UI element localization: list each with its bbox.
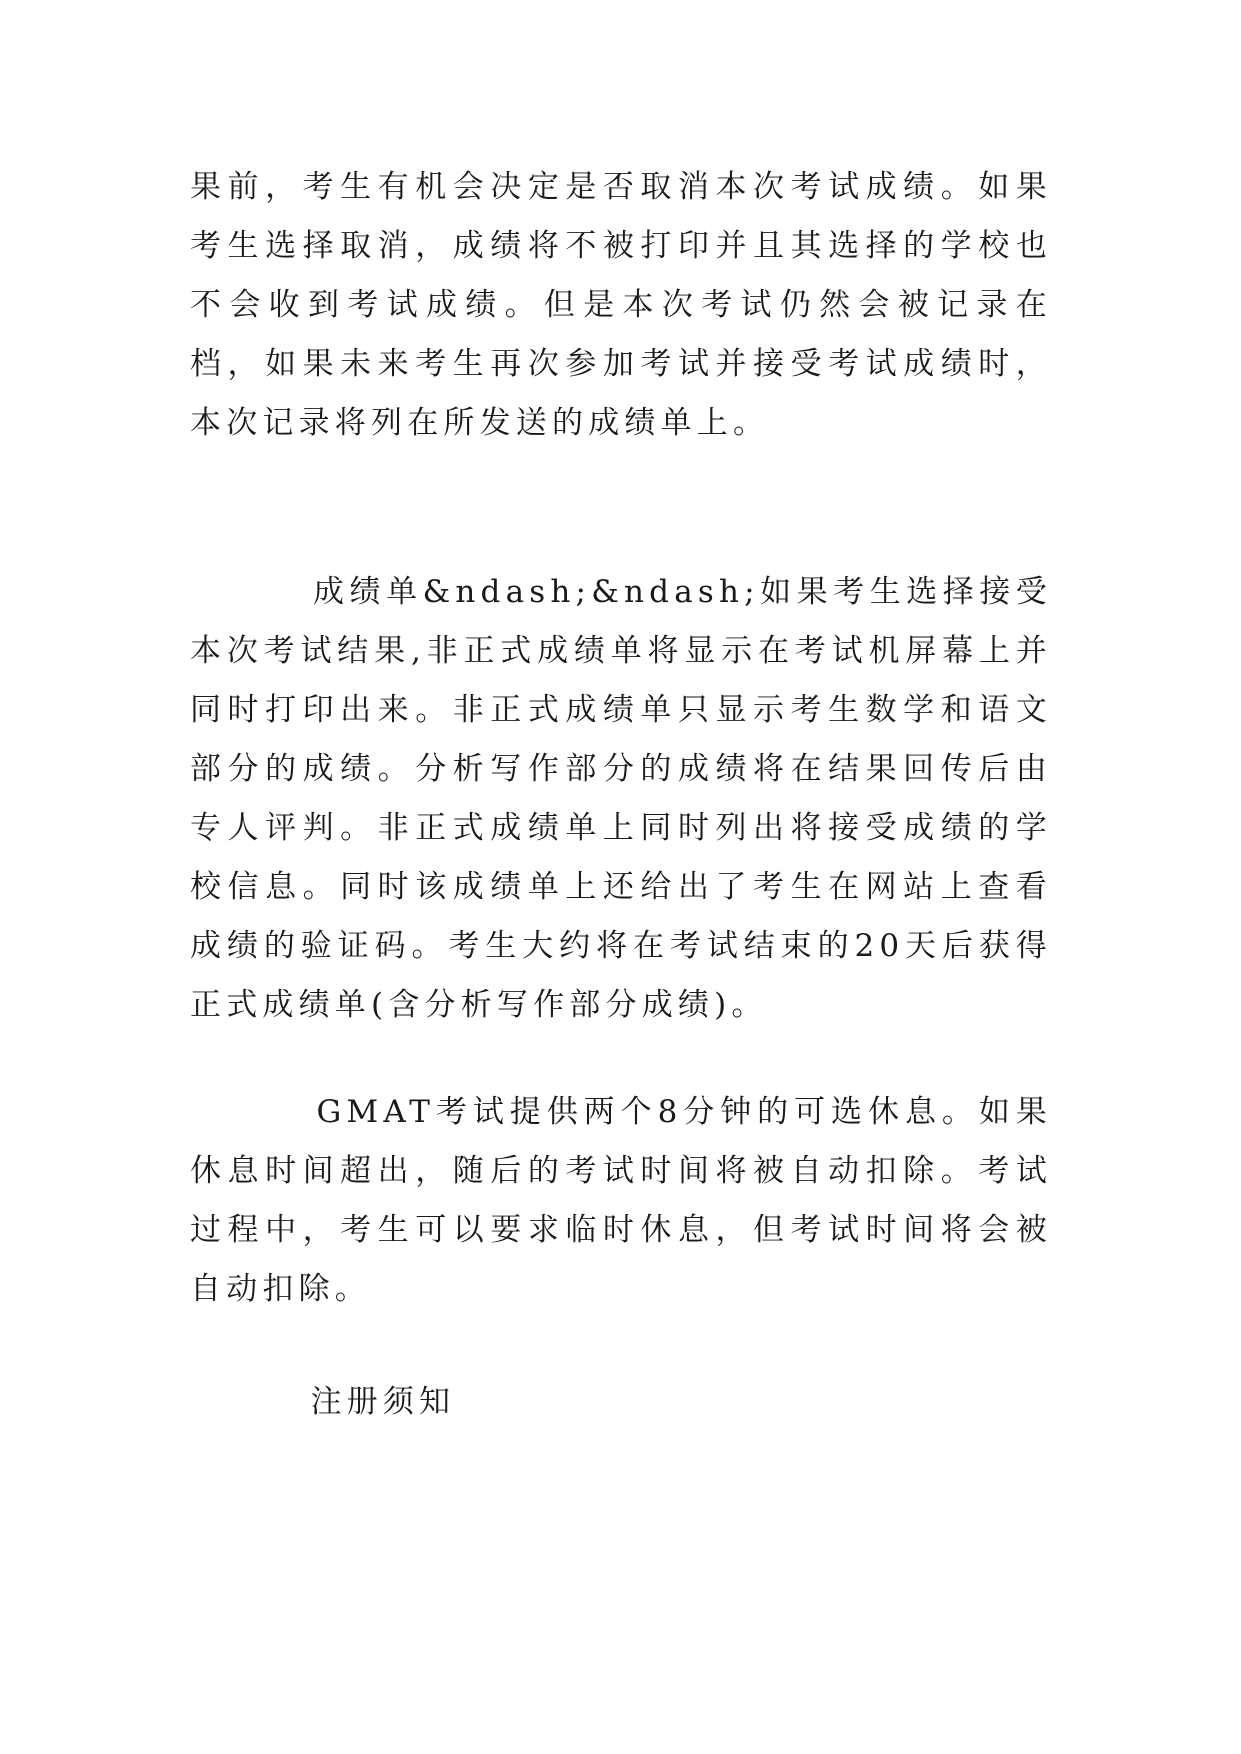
paragraph-score-cancellation: 果前，考生有机会决定是否取消本次考试成绩。如果考生选择取消，成绩将不被打印并且其选择的学校也不会收到考试成绩。但是本次考试仍然会被记录在档，如果未来考生再次参加考试并接受考试成绩时，本次记录将列在所发送的成绩单上。 bbox=[190, 169, 1052, 441]
paragraph-breaks: GMAT考试提供两个8分钟的可选休息。如果休息时间超出，随后的考试时间将被自动扣除。考试过程中，考生可以要求临时休息，但考试时间将会被自动扣除。 bbox=[190, 1094, 1052, 1307]
paragraph-score-report: 成绩单&ndash;&ndash;如果考生选择接受本次考试结果,非正式成绩单将显示在考试机屏幕上并同时打印出来。非正式成绩单只显示考生数学和语文部分的成绩。分析写作部分的成绩将在结果回传后由专人评判。非正式成绩单上同时列出将接受成绩的学校信息。同时该成绩单上还给出了考生在网站上查看成绩的验证码。考生大约将在考试结束的20天后获得正式成绩单(含分析写作部分成绩)。 bbox=[190, 574, 1052, 1023]
section-heading-registration: 注册须知 bbox=[190, 1384, 456, 1420]
